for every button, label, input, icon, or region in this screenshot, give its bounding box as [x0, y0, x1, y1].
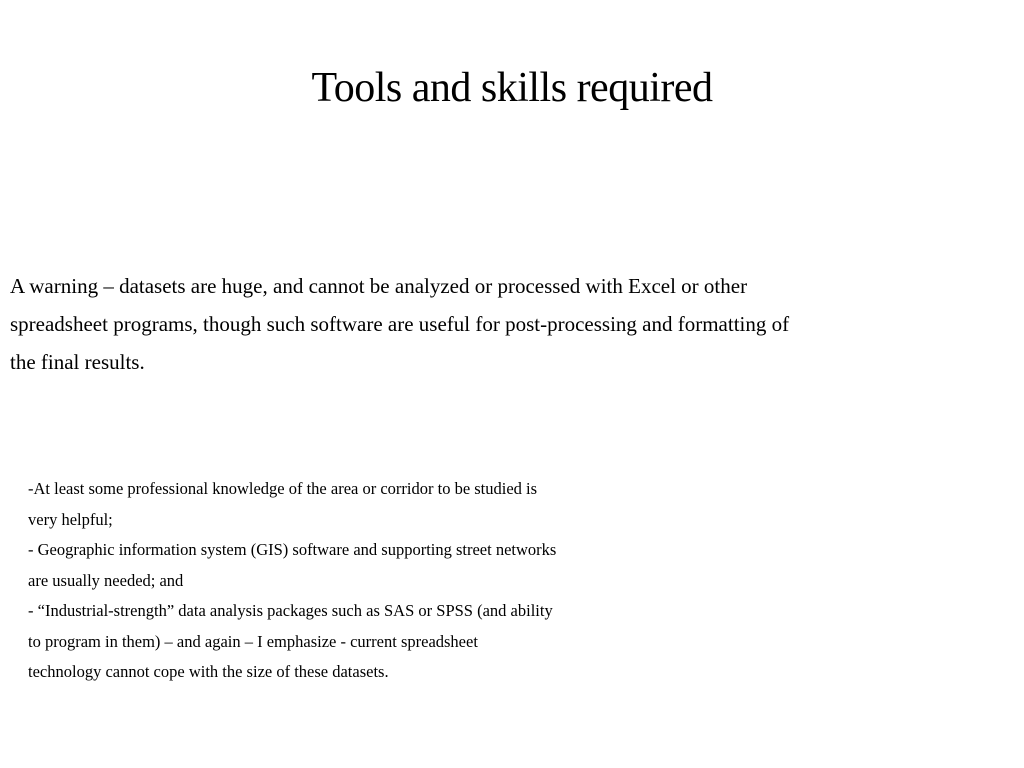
skill-line: technology cannot cope with the size of these datasets. [28, 662, 389, 681]
warning-paragraph [10, 267, 930, 381]
skill-item-gis [28, 535, 688, 596]
skill-item-local-knowledge [28, 474, 688, 535]
warning-line: A warning – datasets are huge, and cannot be analyzed or processed with Excel or other [10, 274, 748, 298]
warning-line: spreadsheet programs, though such software are useful for post-processing and formatting of [10, 312, 790, 336]
slide-title: Tools and skills required [311, 65, 713, 111]
skills-list [28, 474, 688, 688]
skill-line: - “Industrial-strength” data analysis packages such as SAS or SPSS (and ability [28, 601, 553, 620]
skill-line: very helpful; [28, 509, 113, 529]
skill-line: to program in them) – and again – I emphasize - current spreadsheet [28, 631, 478, 651]
warning-line: the final results. [10, 350, 145, 374]
skill-line: -At least some professional knowledge of the area or corridor to be studied is [28, 479, 538, 498]
skill-item-analysis-packages [28, 596, 688, 688]
skill-line: - Geographic information system (GIS) software and supporting street networks [28, 540, 557, 559]
skill-line: are usually needed; and [28, 570, 184, 590]
